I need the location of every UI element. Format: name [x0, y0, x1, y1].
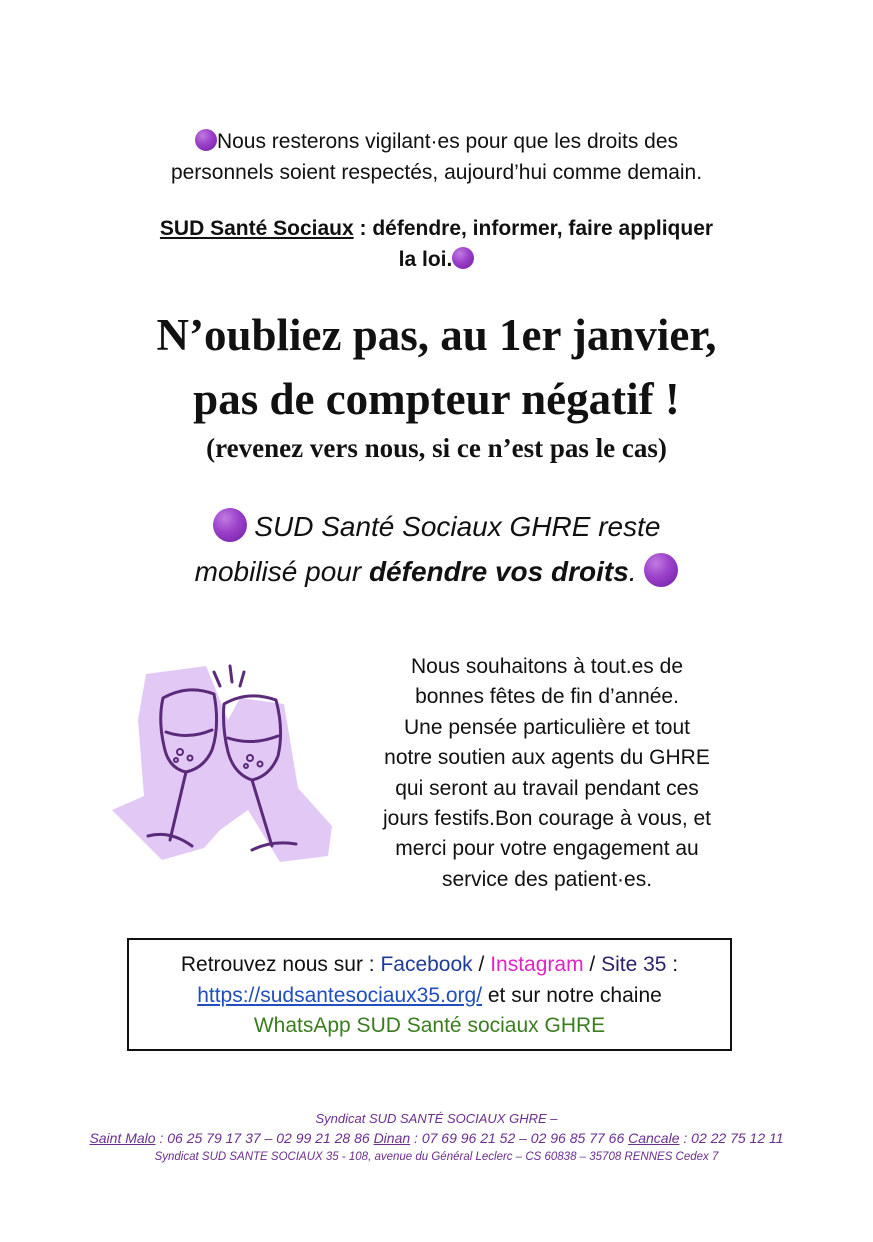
- social-line-3: [129, 1011, 730, 1042]
- headline-line-2: pas de compteur négatif !: [193, 374, 680, 424]
- purple-circle-icon: [195, 129, 217, 151]
- saint-malo-label: Saint Malo: [89, 1130, 156, 1146]
- facebook-link[interactable]: Facebook: [380, 953, 473, 976]
- wishes-line: bonnes fêtes de fin d’année.: [415, 685, 679, 709]
- wishes-line: jours festifs.Bon courage à vous, et: [382, 807, 711, 831]
- intro-line-1: Nous resterons vigilant·es pour que les droits des: [0, 126, 873, 157]
- cancale-label: Cancale: [628, 1130, 680, 1146]
- site-35-link[interactable]: Site 35: [601, 953, 667, 976]
- website-url-link[interactable]: https://sudsantesociaux35.org/: [197, 983, 483, 1007]
- footer-title: Syndicat SUD SANTÉ SOCIAUX GHRE –: [315, 1111, 558, 1126]
- sud-slogan: [0, 213, 873, 275]
- whatsapp-channel-link[interactable]: WhatsApp SUD Santé sociaux GHRE: [253, 1014, 606, 1037]
- dinan-label: Dinan: [373, 1130, 411, 1146]
- footer: [0, 1110, 873, 1166]
- purple-circle-icon: [213, 508, 247, 542]
- social-line-1: Retrouvez nous sur : Facebook / Instagram / Site 35 :: [180, 953, 679, 976]
- mobilisation-line-1: SUD Santé Sociaux GHRE reste: [0, 504, 873, 549]
- purple-circle-icon: [452, 247, 474, 269]
- wishes-line: service des patient·es.: [441, 867, 653, 891]
- sud-name: SUD Santé Sociaux: [159, 217, 354, 240]
- mobilisation-line-2: mobilisé pour défendre vos droits.: [0, 549, 873, 594]
- wishes-line: merci pour votre engagement au: [395, 837, 699, 861]
- wishes-line: Une pensée particulière et tout: [403, 715, 690, 739]
- headline-line-1: N’oubliez pas, au 1er janvier,: [156, 310, 717, 360]
- headline: [0, 303, 873, 431]
- footer-address: Syndicat SUD SANTE SOCIAUX 35 - 108, avenue du Général Leclerc – CS 60838 – 35708 RENNES Cedex 7: [154, 1151, 719, 1163]
- wishes-line: Nous souhaitons à tout.es de: [410, 655, 683, 678]
- champagne-glasses-icon: [108, 660, 336, 866]
- holiday-wishes: [352, 652, 742, 895]
- instagram-link[interactable]: Instagram: [490, 953, 584, 976]
- subheadline: (revenez vers nous, si ce n’est pas le cas): [206, 433, 667, 463]
- sud-slogan-line-2: la loi.: [0, 244, 873, 275]
- intro-text: [0, 126, 873, 188]
- social-links-box: [127, 938, 732, 1051]
- intro-line-2: personnels soient respectés, aujourd’hui comme demain.: [170, 161, 703, 184]
- sud-slogan-line-1: SUD Santé Sociaux : défendre, informer, faire appliquer: [159, 217, 714, 240]
- defend-rights-emphasis: défendre vos droits: [368, 556, 629, 587]
- purple-circle-icon: [644, 553, 678, 587]
- wishes-line: notre soutien aux agents du GHRE: [384, 746, 710, 770]
- wishes-line: qui seront au travail pendant ces: [395, 776, 699, 800]
- footer-phones: Saint Malo : 06 25 79 17 37 – 02 99 21 28 86 Dinan : 07 69 96 21 52 – 02 96 85 77 66 Cancale : 02 22 75 12 11: [89, 1130, 784, 1146]
- social-line-2: https://sudsantesociaux35.org/ et sur notre chaine: [197, 983, 662, 1007]
- mobilisation-message: [0, 504, 873, 594]
